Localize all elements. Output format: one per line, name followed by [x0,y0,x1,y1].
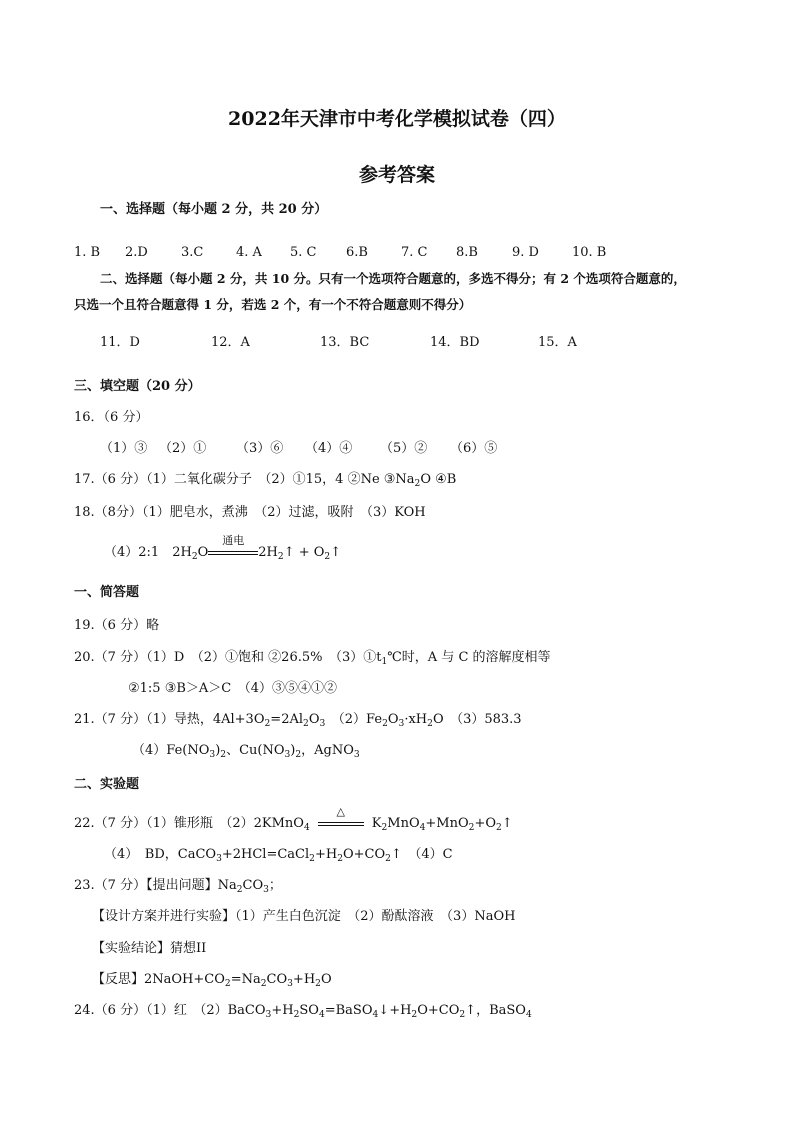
answer-8: 8.B [456,245,478,260]
q16-label: 16．（6 分） [74,410,149,425]
section1-heading: 一、选择题（每小题 2 分，共 20 分） [100,202,328,217]
page-subtitle: 参考答案 [358,164,435,186]
answer-7: 7. C [401,245,428,260]
q23-line3: 【实验结论】猜想II [92,941,207,956]
q22-line2: （4） BD，$CaCO_3+2HCl=CaCl_2+H_2O+CO_2↑$ （4）C [104,847,453,864]
answer-12: 12．A [211,335,250,350]
q23-line1: 23.（7 分）【提出问题】$Na_2CO_3$； [74,878,282,895]
answer-1: 1. B [74,245,101,260]
q19-answer: 19.（6 分）略 [74,618,160,633]
q16-answer-2: （2）① [159,441,207,456]
section2-heading-line1: 二、选择题（每小题 2 分，共 10 分。只有一个选项符合题意的，多选不得分；有 2 个选项符合题意的， [100,271,686,286]
answer-15: 15．A [538,335,577,350]
q23-line2: 【设计方案并进行实验】（1）产生白色沉淀 （2）酚酞溶液 （3）NaOH [92,909,516,924]
answer-9: 9. D [512,245,539,260]
section1-answers [74,244,606,262]
q16-answers [100,440,497,458]
q16-answer-4: （4）④ [305,441,353,456]
answer-3: 3.C [181,245,204,260]
answer-13: 13．BC [320,335,370,350]
section2-heading-line2: 只选一个且符合题意得 1 分，若选 2 个，有一个不符合题意则不得分） [74,297,472,312]
q21-line2: $(4)Fe(NO_3)_2$、$Cu(NO_3)_2$，AgNO$_3$ [132,743,360,760]
q23-line4: 【反思】$2NaOH+CO_2=Na_2CO_3+H_2O$ [92,972,332,989]
heating-condition: △ [318,815,364,833]
q16-answer-3: （3）⑥ [236,441,284,456]
section2-answers [100,334,577,352]
q20-line1: 20.（7 分）（1）D （2）①饱和 ②26.5% $(3)①t_1℃$时，A 与 C 的溶解度相等 [74,650,551,667]
q16-answer-5: （5）② [380,441,428,456]
q21-line1: 21.（7 分）（1）导热，$4Al+3O_2=2Al_2O_3$ $(2)Fe_2O_3\cdot xH_2O$ （3）583.3 [74,712,522,729]
q18-line1: 18.（8分）（1）肥皂水，煮沸 （2）过滤，吸附 （3）KOH [74,505,426,520]
answer-11: 11．D [100,335,140,350]
answer-10: 10. B [572,245,607,260]
q20-line2: ②1:5 ③B＞A＞C （4）③⑤④①② [128,681,338,696]
answer-2: 2.D [125,245,148,260]
q17-answer: 17.（6 分）（1）二氧化碳分子 （2）①15，4 ②Ne $③Na_2O$ ④B [74,472,457,489]
section3-heading: 三、填空题（20 分） [74,379,201,394]
section4-heading: 一、简答题 [74,585,140,600]
q16-answer-6: （6）⑤ [450,441,498,456]
answer-14: 14．BD [430,335,480,350]
answer-6: 6.B [346,245,368,260]
page-title: 2022年天津市中考化学模拟试卷（四） [228,108,566,130]
answer-5: 5. C [290,245,317,260]
q24-answer: 24.（6 分）（1）红 $(2)BaCO_3+H_2SO_4=BaSO_4↓+H_2O+CO_2↑$，BaSO$_4$ [74,1003,532,1020]
q18-line2: （4）2:1 $2H_2O$ 通电 $2H_2↑$ + $O_2↑$ [104,534,342,562]
answer-4: 4. A [236,245,262,260]
q22-line1: 22.（7 分）（1）锥形瓶 （2）2KMnO$_4$ △ $K_2MnO_4+MnO_2+O_2↑$ [74,805,513,833]
electrolysis-condition: 通电 [208,544,258,562]
q16-answer-1: （1）③ [100,441,148,456]
section5-heading: 二、实验题 [74,777,140,792]
